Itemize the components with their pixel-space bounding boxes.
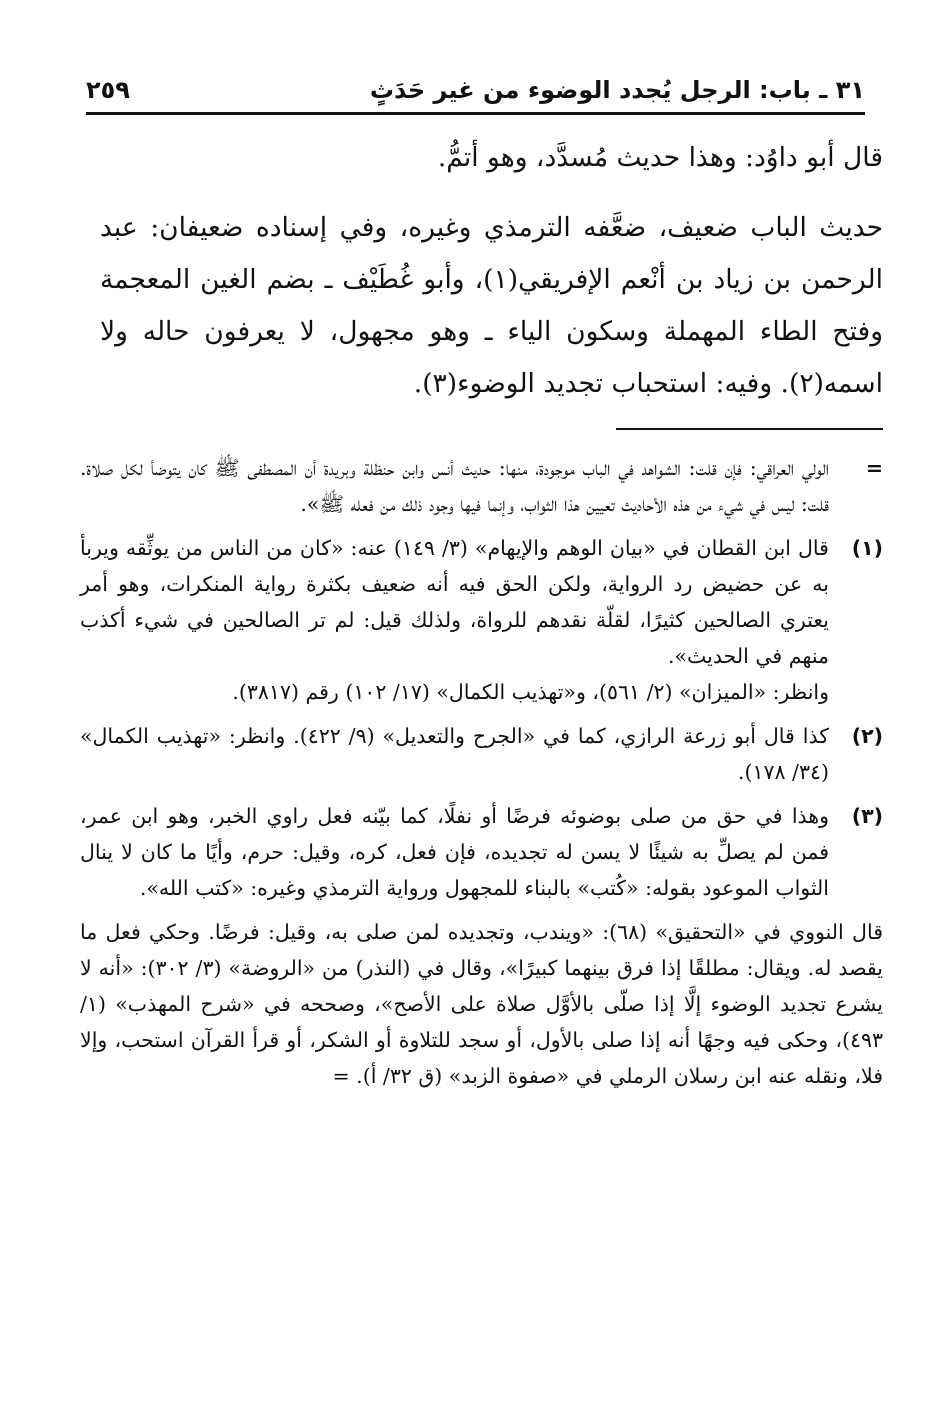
footnote-1 (80, 530, 883, 710)
main-paragraph: قال أبو داوُد: وهذا حديث مُسدَّد، وهو أتمُّ. (437, 142, 883, 173)
header-rule (86, 112, 865, 115)
footnotes (80, 450, 883, 1102)
footnote-marker: (٢) (851, 724, 883, 748)
footnote-marker: = (865, 456, 883, 480)
footnote-continued (80, 450, 883, 522)
footnote-separator (616, 428, 883, 430)
footnote-marker: (١) (851, 536, 883, 560)
footnote-3-extra: قال النووي في «التحقيق» (٦٨): «ويندب، وتجديده لمن صلى به، وقيل: فرضًا. وحكي فعل ما يقصد له. ويقال: مطلقًا إذا فرق بينهما كبيرًا»، وقال في (النذر) من «الروضة» (٣/ ٣٠٢): «أنه لا يشرع تجديد الوضوء إلَّا إذا صلّى بالأوَّل صلاة على الأصح»، وصححه في «شرح المهذب» (١/ ٤٩٣)، وحكى فيه وجهًا أنه إذا صلى بالأول، أو سجد للتلاوة أو الشكر، أو قرأ القرآن استحب، وإلا فلا، ونقله عنه ابن رسلان الرملي في «صفوة الزبد» (ق ٣٢/ أ). = (80, 920, 883, 1088)
footnote-text: الولي العراقي: فإن قلت: الشواهد في الباب موجودة، منها: حديث أنس وابن حنظلة وبريدة أن المصطفى ﷺ كان يتوضأ لكل صلاة. قلت: ليس في شيء من هذه الأحاديث تعيين هذا الثواب، وإنما فيها وجود ذلك من فعله ﷺ». (80, 456, 829, 516)
running-header (86, 60, 865, 104)
footnote-3 (80, 798, 883, 906)
page-number: ٢٥٩ (86, 76, 130, 104)
footnote-extra: وانظر: «الميزان» (٢/ ٥٦١)، و«تهذيب الكمال» (١٧/ ١٠٢) رقم (٣٨١٧). (232, 680, 829, 704)
main-paragraph: حديث الباب ضعيف، ضعَّفه الترمذي وغيره، وفي إسناده ضعيفان: عبد الرحمن بن زياد بن أنْعم الإفريقي(١)، وأبو غُطَيْف ـ بضم الغين المعجمة وفتح الطاء المهملة وسكون الياء ـ وهو مجهول، لا يعرفون حاله ولا اسمه(٢). وفيه: استحباب تجديد الوضوء(٣). (100, 212, 883, 399)
chapter-title: ٣١ ـ باب: الرجل يُجدد الوضوء من غير حَدَثٍ (369, 76, 865, 104)
main-text (100, 132, 883, 410)
footnote-2 (80, 718, 883, 790)
footnote-text: كذا قال أبو زرعة الرازي، كما في «الجرح والتعديل» (٩/ ٤٢٢). وانظر: «تهذيب الكمال» (٣٤/ ١٧٨). (80, 724, 829, 784)
footnote-text: قال ابن القطان في «بيان الوهم والإيهام» (٣/ ١٤٩) عنه: «كان من الناس من يوثِّقه ويربأ به عن حضيض رد الرواية، ولكن الحق فيه أنه ضعيف بكثرة رواية المنكرات، وهو أمر يعتري الصالحين كثيرًا، لقلّة نقدهم للرواة، ولذلك قيل: لم تر الصالحين في شيء أكذب منهم في الحديث». (80, 536, 829, 668)
footnote-text: وهذا في حق من صلى بوضوئه فرضًا أو نفلًا، كما بيّنه فعل راوي الخبر، وهو ابن عمر، فمن لم يصلِّ به شيئًا لا يسن له تجديده، فإن فعل، كره، وقيل: حرم، وأيًا ما كان لا ينال الثواب الموعود بقوله: «كُتب» بالبناء للمجهول ورواية الترمذي وغيره: «كتب الله». (80, 804, 829, 900)
footnote-marker: (٣) (851, 804, 883, 828)
